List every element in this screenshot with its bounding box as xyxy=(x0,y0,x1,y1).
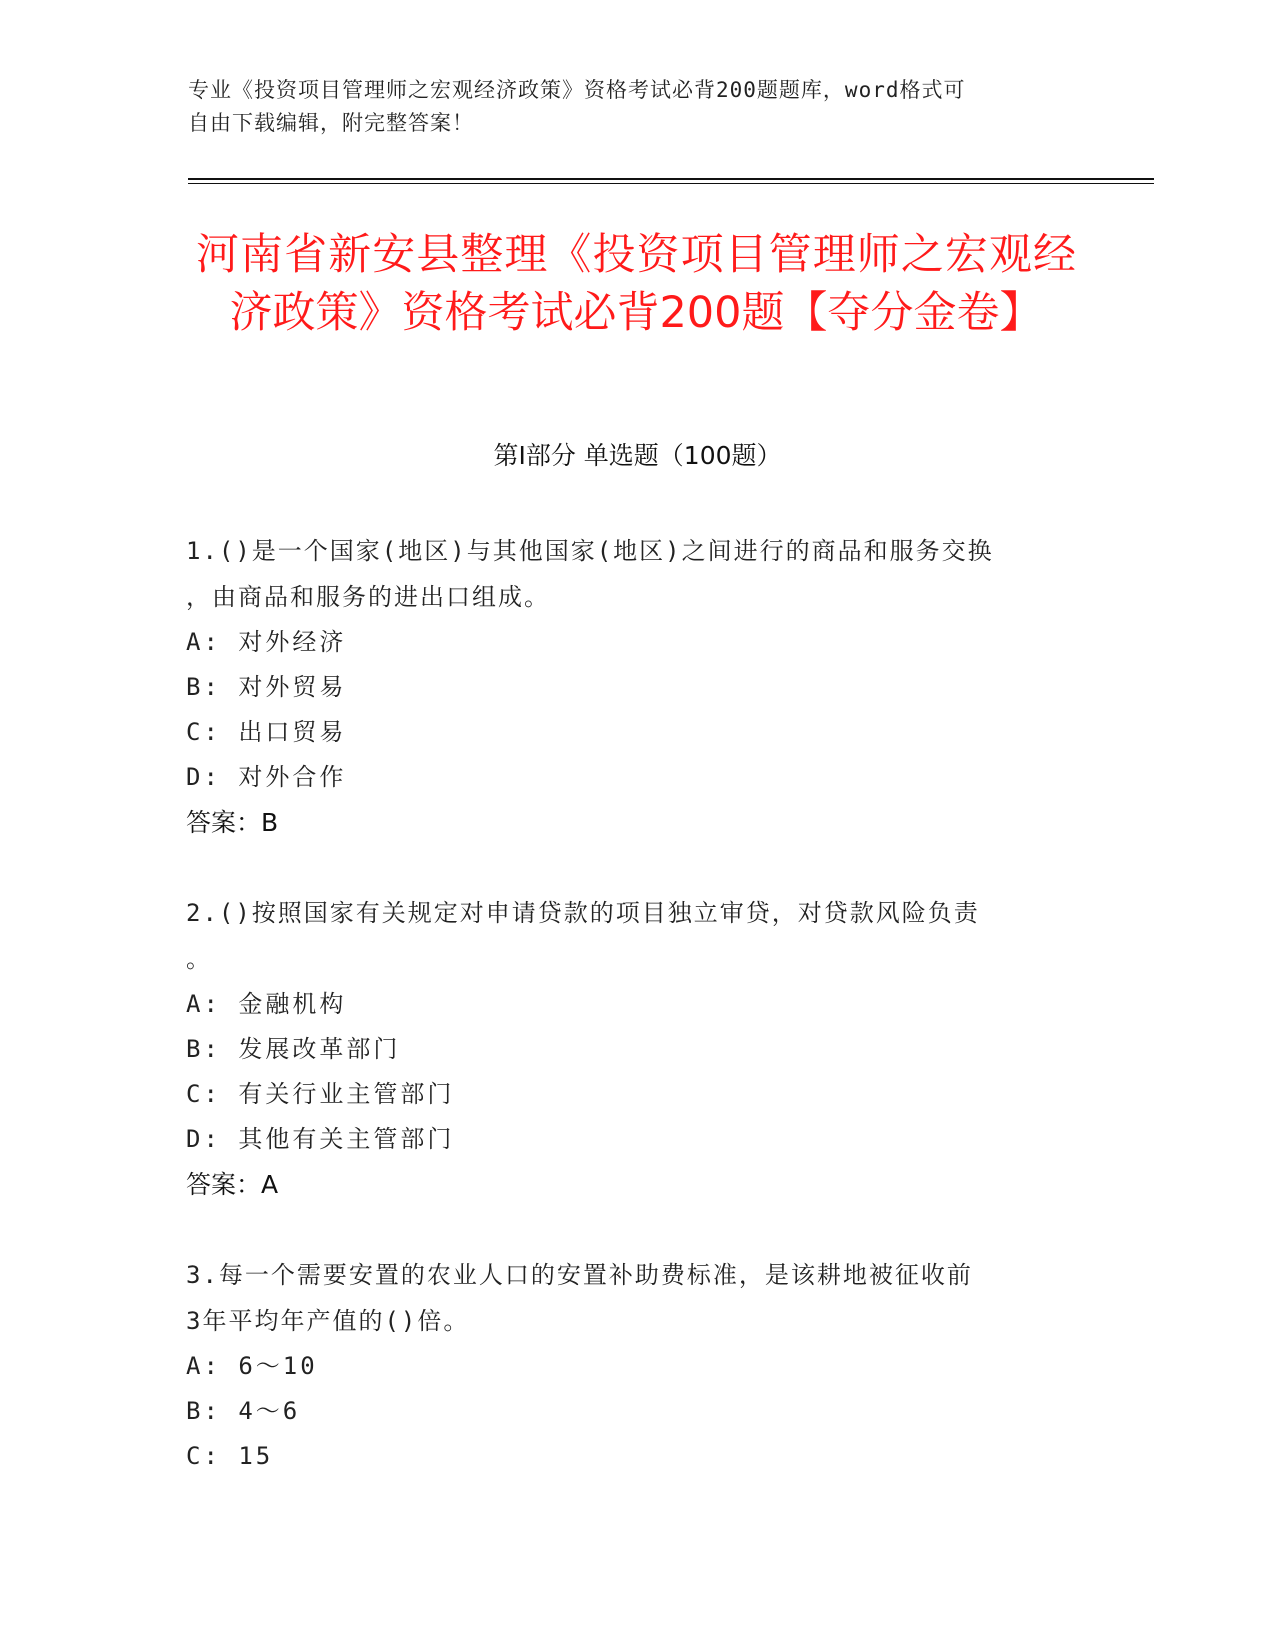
header-line-2: 自由下载编辑，附完整答案！ xyxy=(188,111,474,135)
question-stem-line: 2.()按照国家有关规定对申请贷款的项目独立审贷，对贷款风险负责 xyxy=(186,899,980,927)
option-b: B: 对外贸易 xyxy=(186,673,347,701)
option-d: D: 对外合作 xyxy=(186,763,347,791)
header-divider-thick xyxy=(188,178,1154,180)
question-3 xyxy=(186,1252,1066,1479)
answer: 答案：B xyxy=(186,808,279,837)
option-a: A: 对外经济 xyxy=(186,628,347,656)
question-1 xyxy=(186,528,1066,845)
answer: 答案：A xyxy=(186,1170,279,1199)
header-divider-thin xyxy=(188,183,1154,184)
question-stem-line: 1.()是一个国家(地区)与其他国家(地区)之间进行的商品和服务交换 xyxy=(186,537,994,565)
question-spacer xyxy=(186,845,1066,890)
question-stem-line: ，由商品和服务的进出口组成。 xyxy=(186,583,550,611)
question-list xyxy=(186,528,1066,1479)
question-spacer xyxy=(186,1207,1066,1252)
question-stem-line: 3年平均年产值的()倍。 xyxy=(186,1307,470,1335)
header-line-1: 专业《投资项目管理师之宏观经济政策》资格考试必背200题题库，word格式可 xyxy=(188,78,966,102)
section-heading: 第I部分 单选题（100题） xyxy=(493,441,782,470)
document-header xyxy=(188,74,1068,140)
option-c: C: 出口贸易 xyxy=(186,718,347,746)
option-c: C: 15 xyxy=(186,1442,274,1470)
option-b: B: 4～6 xyxy=(186,1397,301,1425)
option-a: A: 金融机构 xyxy=(186,990,347,1018)
option-c: C: 有关行业主管部门 xyxy=(186,1080,455,1108)
question-stem-line: 3.每一个需要安置的农业人口的安置补助费标准，是该耕地被征收前 xyxy=(186,1261,973,1289)
option-b: B: 发展改革部门 xyxy=(186,1035,401,1063)
question-2 xyxy=(186,890,1066,1207)
option-d: D: 其他有关主管部门 xyxy=(186,1125,455,1153)
document-title: 河南省新安县整理《投资项目管理师之宏观经济政策》资格考试必背200题【夺分金卷】 xyxy=(196,230,1076,338)
option-a: A: 6～10 xyxy=(186,1352,318,1380)
question-stem-line: 。 xyxy=(186,945,212,973)
